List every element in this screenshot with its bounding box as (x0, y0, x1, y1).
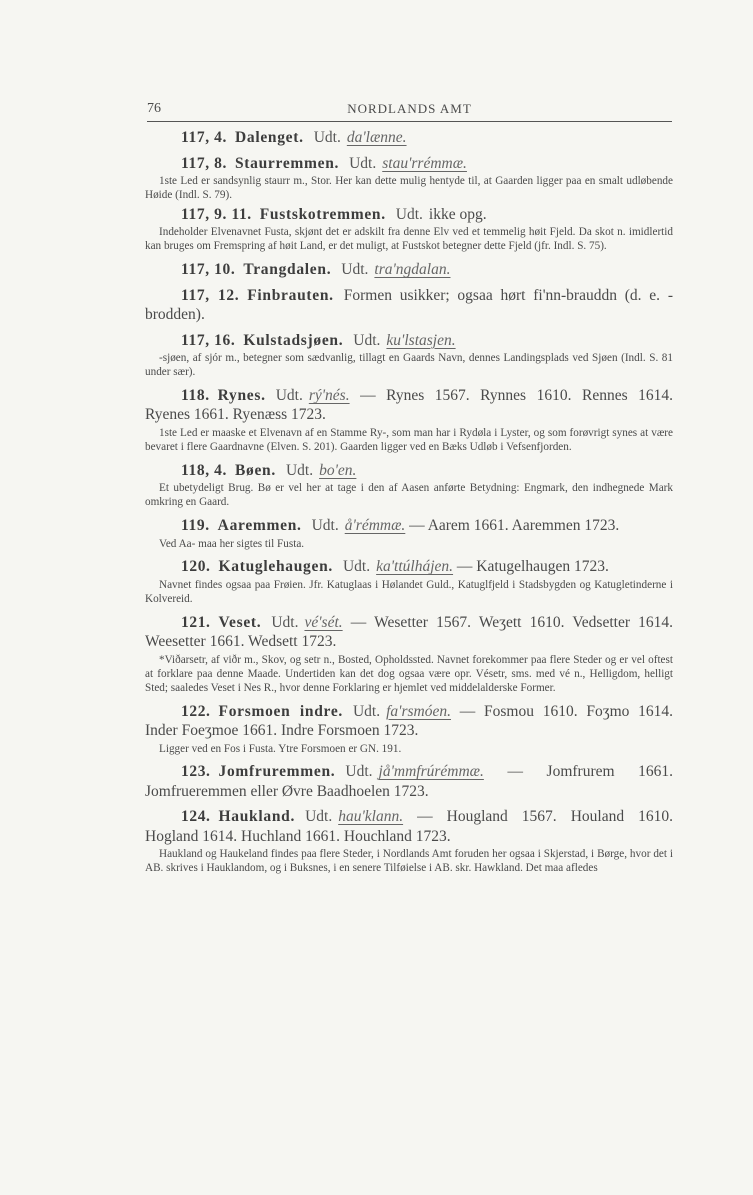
entry-122 (145, 702, 673, 757)
entry-117-10 (145, 260, 673, 280)
header-rule (147, 121, 672, 122)
entry-text: Navnet findes ogsaa paa Frøien. Jfr. Katuglaas i Hølandet Guld., Katuglfjeld i Stadsbygden og Katugletinderne i Kolvereid. (145, 578, 673, 605)
entry-number: 120. (181, 558, 211, 576)
entry-heading (145, 516, 673, 536)
udt-label: Udt. (305, 808, 333, 826)
udt-label: Udt. (285, 461, 314, 479)
entry-forms: ikke opg. (428, 205, 487, 223)
entry-heading (145, 807, 673, 846)
pronunciation: rý'nés. (308, 386, 350, 404)
entry-117-9-11 (145, 205, 673, 254)
entry-forms: — Aarem 1661. Aaremmen 1723. (409, 517, 620, 535)
entry-number: 117, 8. (181, 154, 227, 172)
entry-number: 123. (181, 763, 211, 781)
entry-text: *Viðarsetr, af viðr m., Skov, og setr n., Bosted, Opholdssted. Navnet forekommer paa flere Steder og er vel oftest at forklare paa denne Maade. Undertiden kan det dog ogsaa være opr. Vésetr, sms. med vé n., Helligdom, helligt Sted; saaledes Veset i Nes R., hvor denne Forklaring er hjemlet ved middelalderske Former. (145, 653, 673, 694)
entry-text: Ligger ved en Fos i Fusta. Ytre Forsmoen er GN. 191. (159, 742, 402, 755)
entry-117-12 (145, 286, 673, 325)
entry-forms: Formen usikker; ogsaa hørt fi'nn-brauddn (d. e. -brodden). (145, 286, 673, 324)
entry-heading (145, 331, 673, 351)
entry-name: Finbrauten. (247, 286, 334, 304)
entry-text: 1ste Led er maaske et Elvenavn af en Stamme Ry-, som man har i Rydøla i Lyster, og som forøvrigt synes at være bevaret i flere Gaardnavne (Elven. S. 201). Gaarden ligger ved en Bæks Udløb i Vefsenfjorden. (145, 426, 673, 453)
entry-119 (145, 516, 673, 551)
entry-number: 118, 4. (181, 461, 227, 479)
pronunciation: vé'sét. (304, 613, 343, 631)
udt-label: Udt. (341, 261, 369, 279)
udt-label: Udt. (395, 205, 423, 223)
entry-heading (145, 702, 673, 741)
entry-number: 117, 16. (181, 331, 236, 349)
entry-name: Haukland. (218, 808, 296, 826)
udt-label: Udt. (353, 331, 381, 349)
entry-text: Ved Aa- maa her sigtes til Fusta. (159, 537, 305, 550)
entry-121 (145, 613, 673, 696)
entry-name: Veset. (218, 613, 262, 631)
entry-name: Trangdalen. (243, 261, 332, 279)
entry-number: 119. (181, 517, 210, 535)
entry-number: 117, 12. (181, 286, 240, 304)
entry-heading (145, 205, 673, 225)
entry-name: Jomfruremmen. (218, 763, 336, 781)
entry-forms: — Hougland 1567. Houland 1610. Hogland 1614. Huchland 1661. Houchland 1723. (145, 808, 673, 845)
entry-name: Forsmoen indre. (218, 702, 343, 720)
entry-117-16 (145, 331, 673, 380)
entry-number: 121. (181, 613, 211, 631)
udt-label: Udt. (352, 702, 381, 720)
entry-118-4 (145, 461, 673, 510)
entry-heading (145, 128, 673, 148)
entry-forms: — Fosmou 1610. Foʒmo 1614. Inder Foeʒmoe 1661. Indre Forsmoen 1723. (145, 702, 674, 739)
pronunciation: bo'en. (319, 461, 357, 479)
udt-label: Udt. (275, 386, 303, 404)
entry-heading (145, 557, 673, 577)
entry-text: Haukland og Haukeland findes paa flere Steder, i Nordlands Amt foruden her ogsaa i Skjerstad, i Børge, hvor det i AB. skrives i Hauklandom, og i Buksnes, i en senere Tilføielse i AB. skr. Hawkland. Det maa afledes (145, 848, 673, 875)
entry-name: Kulstadsjøen. (243, 331, 344, 349)
pronunciation: tra'ngdalan. (374, 261, 451, 279)
entry-heading (145, 154, 673, 174)
entry-number: 117, 10. (181, 261, 236, 279)
entry-number: 117, 9. 11. (181, 205, 252, 223)
pronunciation: jå'mmfrúrémmæ. (378, 763, 484, 781)
udt-label: Udt. (271, 613, 299, 631)
entry-118 (145, 386, 673, 455)
entry-heading (145, 260, 673, 280)
udt-label: Udt. (349, 154, 377, 172)
entry-117-8 (145, 154, 673, 203)
udt-label: Udt. (345, 763, 373, 781)
entry-name: Bøen. (234, 461, 276, 479)
pronunciation: stau'rrémmæ. (382, 154, 467, 172)
entry-heading (145, 461, 673, 481)
entry-117-4 (145, 128, 673, 148)
entry-heading (145, 762, 673, 801)
entry-forms: — Wesetter 1567. Weʒett 1610. Vedsetter 1614. Weesetter 1661. Wedsett 1723. (145, 613, 674, 651)
entry-text: Et ubetydeligt Brug. Bø er vel her at tage i den af Aasen anførte Betydning: Engmark, den indhegnede Mark omkring en Gaard. (145, 482, 673, 509)
pronunciation: å'rémmæ. (344, 517, 406, 535)
entry-heading (145, 386, 673, 425)
entry-124 (145, 807, 673, 876)
entry-number: 118. (181, 386, 210, 404)
pronunciation: ka'ttúlhájen. (376, 558, 454, 576)
entry-name: Aaremmen. (217, 517, 302, 535)
entry-120 (145, 557, 673, 606)
entry-123 (145, 762, 673, 801)
entry-forms: — Jomfrurem 1661. Jomfrueremmen eller Øvre Baadhoelen 1723. (145, 763, 673, 800)
pronunciation: fa'rsmóen. (386, 702, 451, 720)
entry-list (145, 128, 673, 878)
entry-name: Fustskotremmen. (259, 205, 386, 223)
pronunciation: da'lænne. (346, 129, 407, 146)
entry-heading (145, 286, 673, 325)
entry-number: 124. (181, 808, 211, 826)
pronunciation: hau'klann. (338, 808, 404, 826)
udt-label: Udt. (342, 558, 371, 576)
page-number: 76 (147, 101, 161, 116)
entry-number: 117, 4. (181, 129, 227, 146)
pronunciation: ku'lstasjen. (386, 331, 456, 349)
entry-text: -sjøen, af sjór m., betegner som sædvanlig, tillagt en Gaards Navn, dennes Landingsplads ved Sjøen (Indl. S. 81 under sær). (145, 352, 673, 379)
entry-forms: — Katugelhaugen 1723. (456, 558, 609, 576)
udt-label: Udt. (313, 129, 341, 146)
entry-name: Staurremmen. (234, 154, 340, 172)
entry-forms: — Rynes 1567. Rynnes 1610. Rennes 1614. Ryenes 1661. Ryenæss 1723. (145, 386, 674, 424)
entry-text: Indeholder Elvenavnet Fusta, skjønt det er adskilt fra denne Elv ved et temmelig høit Fjeld. Da skot n. imidlertid kan bruges om Fremspring af høit Land, er det muligt, at Fustskot betegner dette Fjeld (jfr. Indl. S. 75). (145, 226, 673, 253)
entry-name: Katuglehaugen. (218, 558, 333, 576)
running-header (147, 101, 672, 121)
udt-label: Udt. (311, 517, 339, 535)
entry-name: Rynes. (217, 386, 266, 404)
entry-heading (145, 613, 673, 652)
entry-text: 1ste Led er sandsynlig staurr m., Stor. Her kan dette mulig hentyde til, at Gaarden ligger paa en smalt udløbende Høide (Indl. S. 79). (145, 175, 673, 201)
entry-name: Dalenget. (234, 129, 304, 146)
entry-number: 122. (181, 702, 211, 720)
running-title: NORDLANDS AMT (347, 101, 472, 116)
